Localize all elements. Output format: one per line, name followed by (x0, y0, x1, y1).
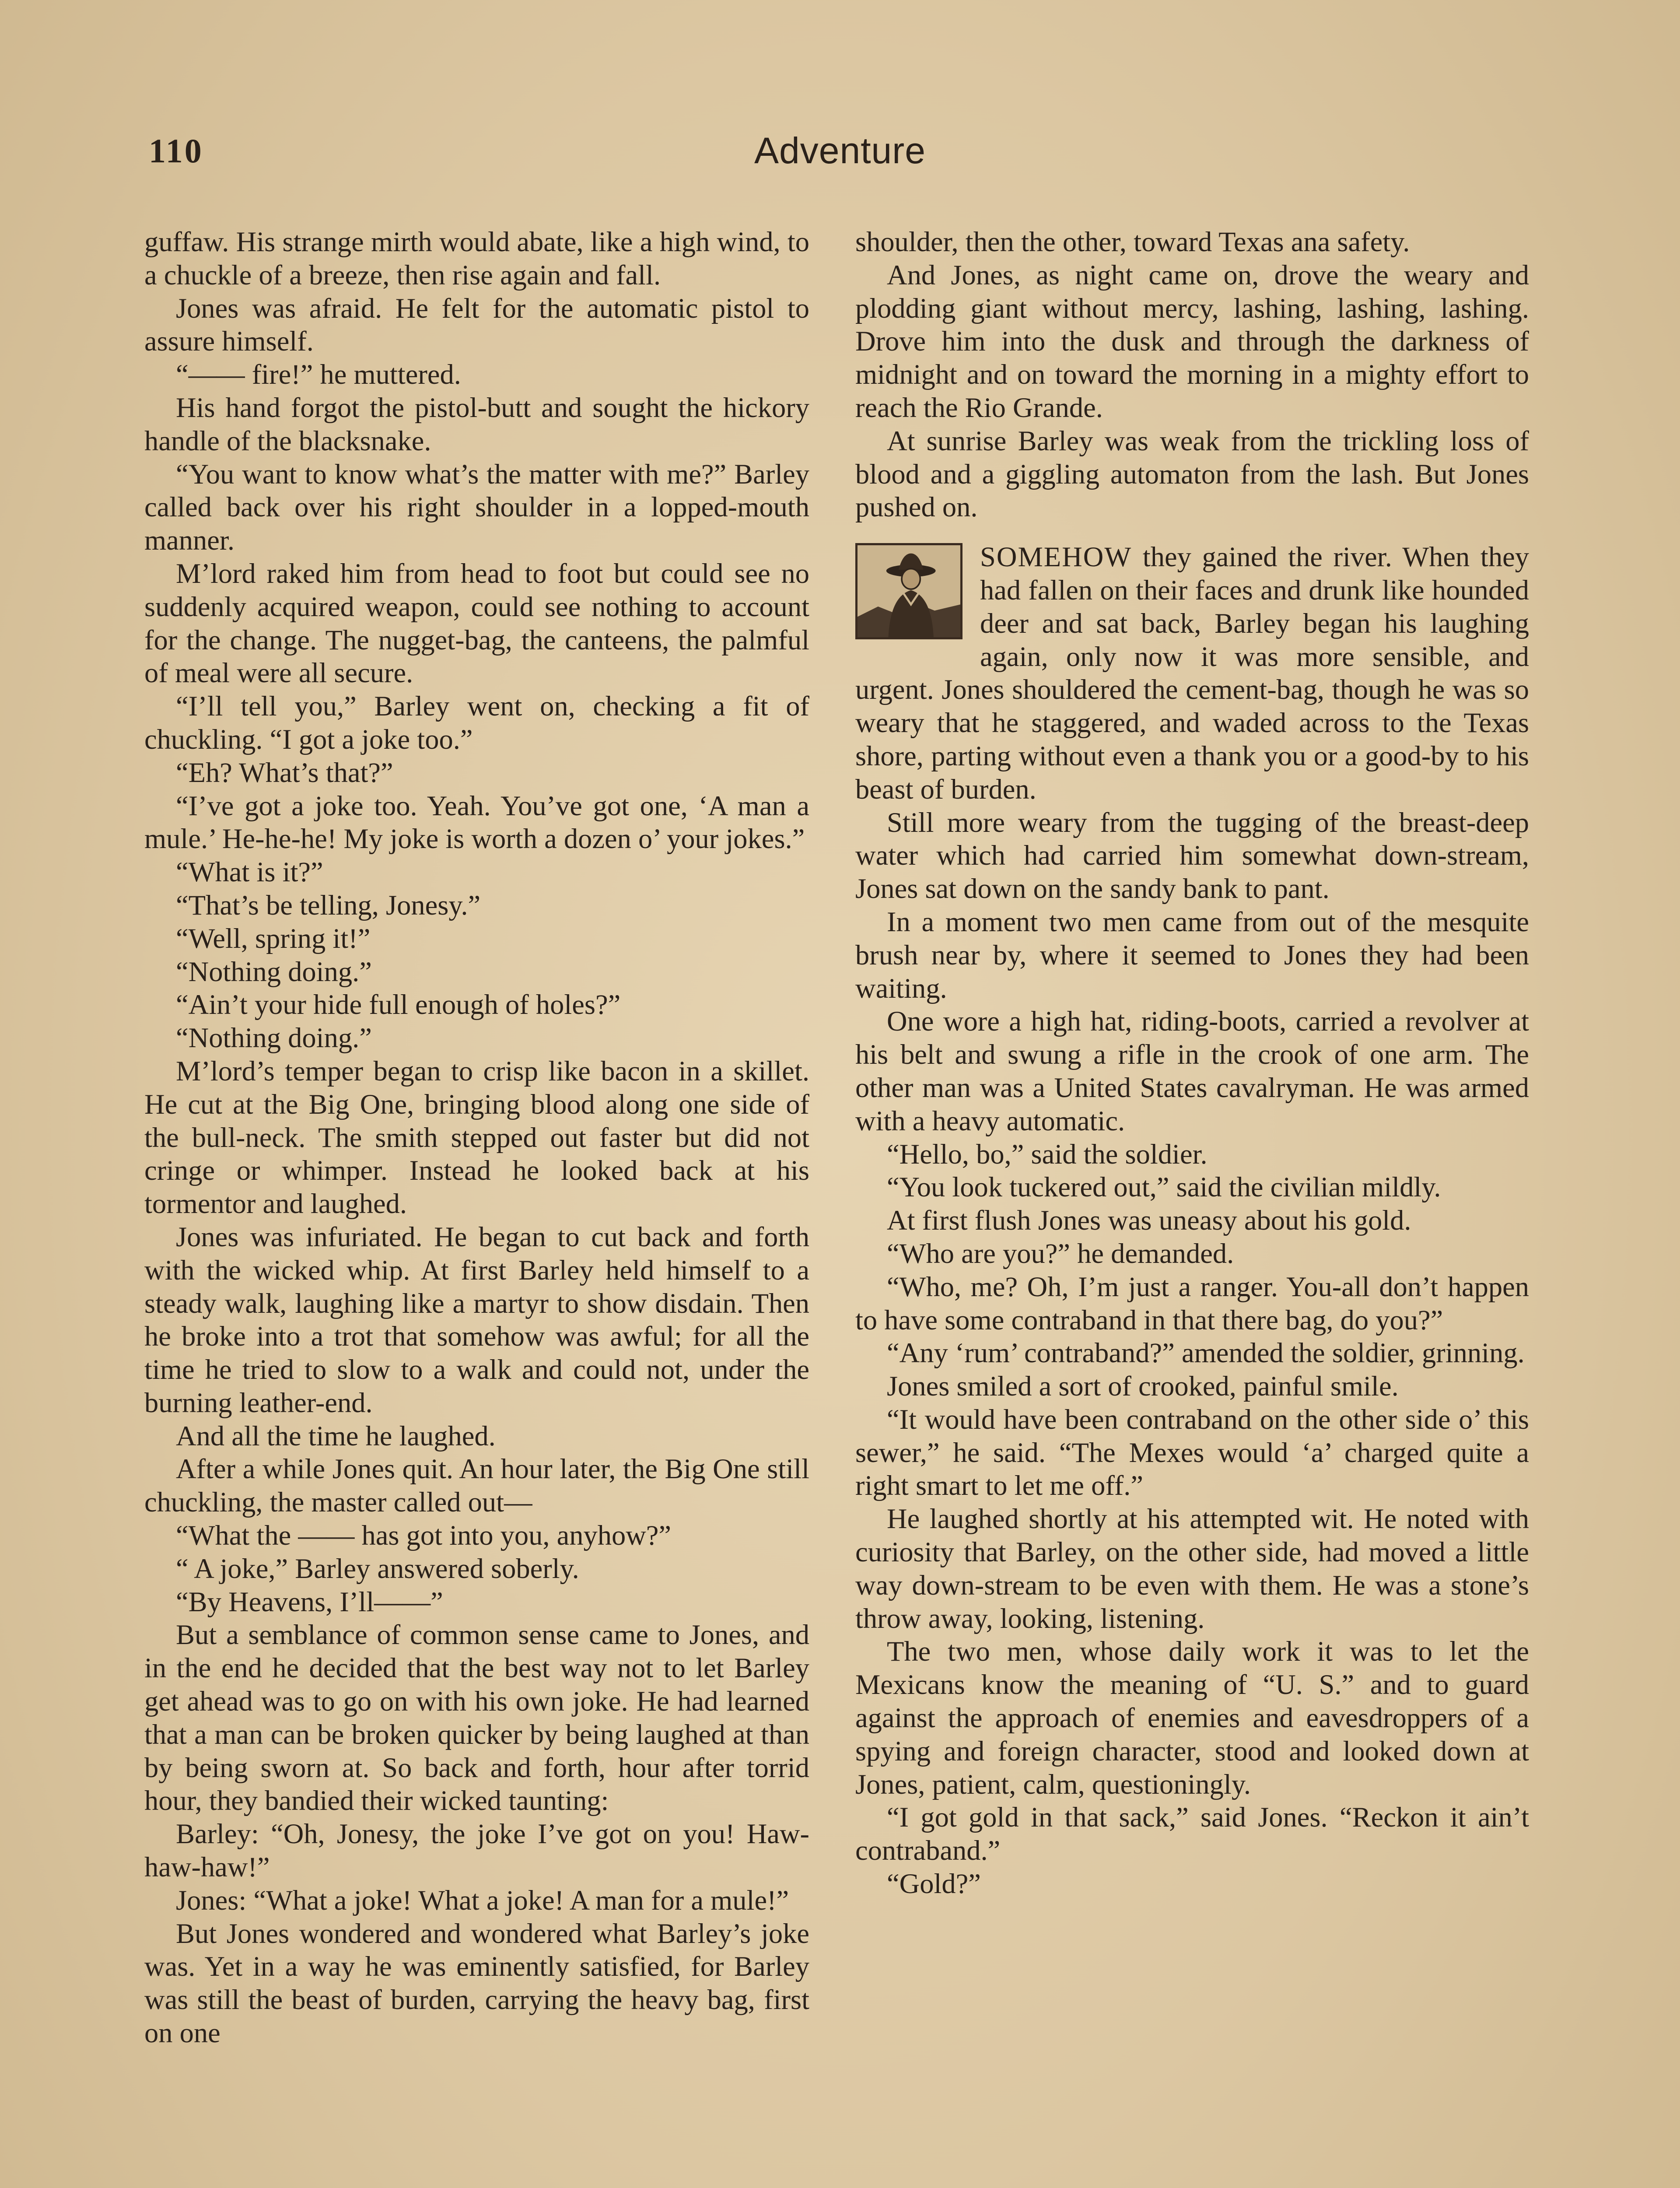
paragraph: Jones smiled a sort of crooked, painful smile. (887, 1371, 1399, 1402)
paragraph: At sunrise Barley was weak from the trickling loss of blood and a giggling automaton from the lash. But Jones pushed on. (855, 425, 1529, 523)
paragraph: “You look tuckered out,” said the civilian mildly. (887, 1171, 1441, 1203)
paragraph: One wore a high hat, riding-boots, carried a revolver at his belt and swung a rifle in the crook of one arm. The other man was a United States cavalryman. He was armed with a heavy automatic. (855, 1006, 1529, 1136)
paragraph: M’lord raked him from head to foot but could see no suddenly acquired weapon, could see nothing to account for the change. The nugget-bag, the canteens, the palmful of meal were all secure. (144, 558, 809, 689)
page-number: 110 (149, 132, 203, 170)
paragraph: “Well, spring it!” (176, 922, 371, 954)
paragraph: “That’s be telling, Jonesy.” (176, 889, 481, 921)
paragraph: “Nothing doing.” (176, 1022, 372, 1054)
paragraph: “By Heavens, I’ll——” (176, 1586, 443, 1617)
left-column (144, 225, 809, 2050)
paragraph: The two men, whose daily work it was to let the Mexicans know the meaning of “U. S.” and to guard against the approach of enemies and eavesdroppers of a spying and foreign character, stood and looked down at Jones, patient, calm, questioningly. (855, 1636, 1529, 1800)
paragraph: “Ain’t your hide full enough of holes?” (176, 989, 621, 1020)
paragraph: “Any ‘rum’ contraband?” amended the soldier, grinning. (887, 1337, 1525, 1369)
paragraph: At first flush Jones was uneasy about his gold. (887, 1205, 1411, 1236)
paragraph: Jones: “What a joke! What a joke! A man for a mule!” (176, 1884, 789, 1916)
paragraph: “Who, me? Oh, I’m just a ranger. You-all don’t happen to have some contraband in that there bag, do you?” (855, 1271, 1529, 1336)
paragraph: “Eh? What’s that?” (176, 757, 393, 788)
paragraph: He laughed shortly at his attempted wit. He noted with curiosity that Barley, on the other side, had moved a little way down-stream to be even with them. He was a stone’s throw away, looking, listening. (855, 1503, 1529, 1634)
paragraph: “I’ve got a joke too. Yeah. You’ve got one, ‘A man a mule.’ He-he-he! My joke is worth a dozen o’ your jokes.” (144, 790, 809, 855)
paragraph: “—— fire!” he muttered. (176, 359, 461, 390)
right-column-bottom (855, 806, 1529, 1900)
paragraph: And Jones, as night came on, drove the weary and plodding giant without mercy, lashing, lashing, lashing. Drove him into the dusk and through the darkness of midnight and on toward the morning in a mighty effort to reach the Rio Grande. (855, 259, 1529, 423)
section-lead-caps: SOMEHOW (980, 541, 1132, 573)
paragraph: “Nothing doing.” (176, 956, 372, 987)
paragraph: Jones was afraid. He felt for the automatic pistol to assure himself. (144, 292, 809, 357)
paragraph: After a while Jones quit. An hour later, the Big One still chuckling, the master called out— (144, 1453, 809, 1518)
paragraph: “Gold?” (887, 1868, 981, 1900)
section-break-paragraph (855, 540, 1529, 806)
paragraph: guffaw. His strange mirth would abate, like a high wind, to a chuckle of a breeze, then rise again and fall. (144, 226, 809, 291)
paragraph: “Hello, bo,” said the soldier. (887, 1138, 1208, 1170)
paragraph: “What the —— has got into you, anyhow?” (176, 1520, 672, 1551)
paragraph: “What is it?” (176, 856, 323, 888)
paragraph: And all the time he laughed. (176, 1420, 496, 1452)
paragraph: “I’ll tell you,” Barley went on, checking a fit of chuckling. “I got a joke too.” (144, 691, 809, 755)
paragraph: In a moment two men came from out of the mesquite brush near by, where it seemed to Jones they had been waiting. (855, 906, 1529, 1004)
paragraph: “I got gold in that sack,” said Jones. “Reckon it ain’t contraband.” (855, 1802, 1529, 1866)
paragraph: shoulder, then the other, toward Texas ana safety. (855, 226, 1410, 257)
paragraph: “It would have been contraband on the other side o’ this sewer,” he said. “The Mexes would ‘a’ charged quite a right smart to let me off.” (855, 1403, 1529, 1501)
cowboy-vignette-icon (855, 543, 962, 639)
paragraph: Still more weary from the tugging of the breast-deep water which had carried him somewhat down-stream, Jones sat down on the sandy bank to pant. (855, 806, 1529, 905)
right-column (855, 225, 1529, 1900)
paragraph: “You want to know what’s the matter with me?” Barley called back over his right shoulder in a lopped-mouth manner. (144, 458, 809, 556)
paragraph: M’lord’s temper began to crisp like bacon in a skillet. He cut at the Big One, bringing blood along one side of the bull-neck. The smith stepped out faster but did not cringe or whimper. Instead he looked back at his tormentor and laughed. (144, 1055, 809, 1220)
paragraph: But Jones wondered and wondered what Barley’s joke was. Yet in a way he was eminently satisfied, for Barley was still the beast of burden, carrying the heavy bag, first on one (144, 1918, 809, 2049)
paragraph: His hand forgot the pistol-butt and sought the hickory handle of the blacksnake. (144, 392, 809, 456)
section-break-text: they gained the river. When they had fallen on their faces and drunk like hounded deer and sat back, Barley began his laughing again, only now it was more sensible, and urgent. Jones shouldered the cement-bag, though he was so weary that he staggered, and waded across to the Texas shore, parting without even a thank you or a good-by to his beast of burden. (855, 541, 1529, 805)
paragraph: Jones was infuriated. He began to cut back and forth with the wicked whip. At first Barley held himself to a steady walk, laughing like a martyr to show disdain. Then he broke into a trot that somehow was awful; for all the time he tried to slow to a walk and could not, under the burning leather-end. (144, 1221, 809, 1418)
paragraph: But a semblance of common sense came to Jones, and in the end he decided that the best way not to let Barley get ahead was to go on with his own joke. He had learned that a man can be broken quicker by being laughed at than by being sworn at. So back and forth, hour after torrid hour, they bandied their wicked taunting: (144, 1619, 809, 1816)
right-column-top (855, 225, 1529, 524)
paragraph: “Who are you?” he demanded. (887, 1238, 1234, 1269)
paragraph: “ A joke,” Barley answered soberly. (176, 1553, 579, 1584)
paragraph: Barley: “Oh, Jonesy, the joke I’ve got on you! Haw-haw-haw!” (144, 1818, 809, 1883)
running-title: Adventure (754, 130, 926, 171)
